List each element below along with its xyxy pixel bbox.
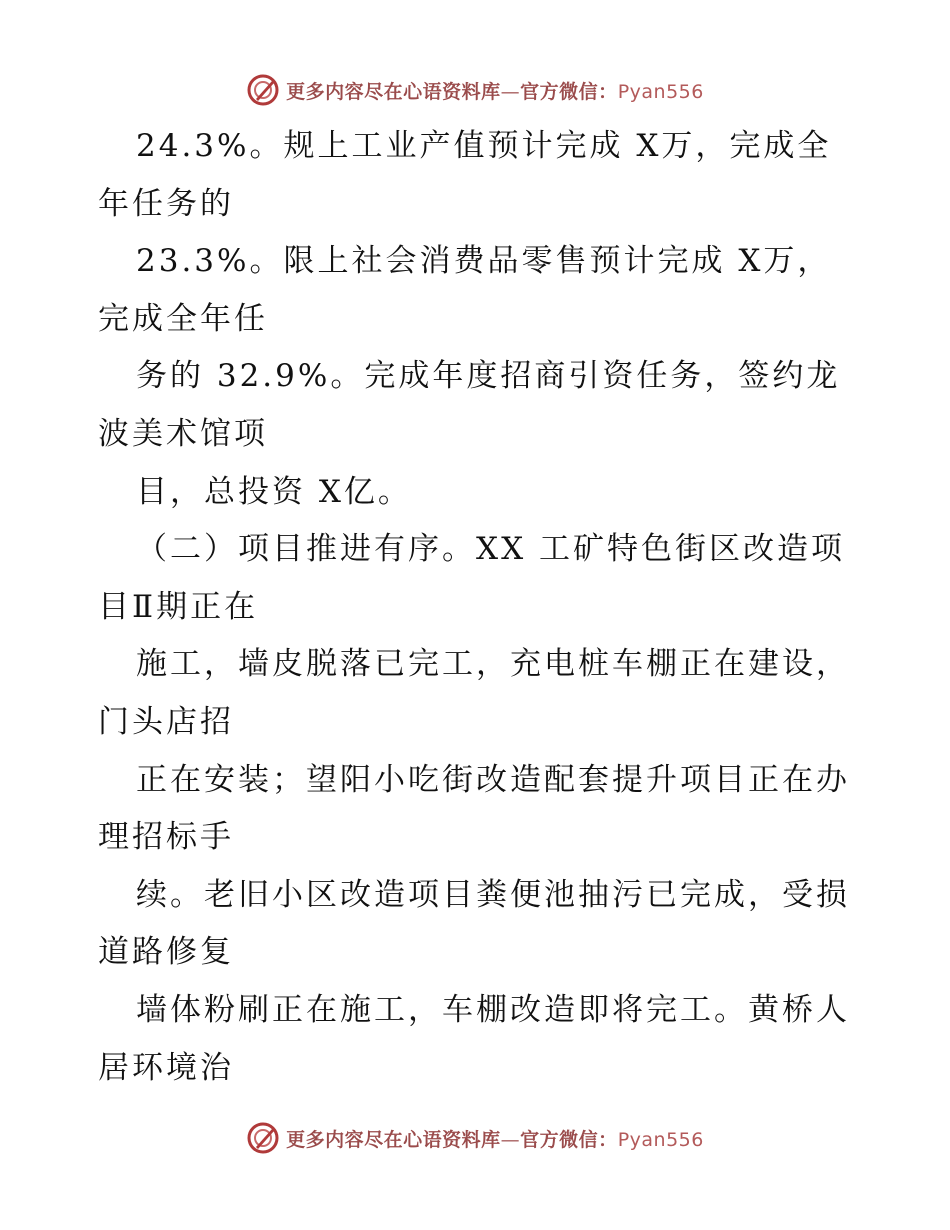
body-line: 23.3%。限上社会消费品零售预计完成 X万，: [136, 243, 832, 280]
body-line: 墙体粉刷正在施工，车棚改造即将完工。黄桥人: [136, 991, 850, 1028]
header-watermark-banner: [0, 70, 950, 110]
body-line: 道路修复: [98, 934, 234, 971]
footer-banner-account: Pyan556: [617, 1128, 704, 1151]
body-line: 波美术馆项: [98, 415, 268, 452]
body-line: 门头店招: [98, 703, 234, 740]
header-banner-account: Pyan556: [617, 80, 704, 103]
body-line: 续。老旧小区改造项目粪便池抽污已完成，受损: [136, 876, 850, 913]
header-banner-separator: —: [500, 80, 521, 103]
body-line: 完成全年任: [98, 300, 268, 337]
body-line: 年任务的: [98, 185, 234, 222]
body-line: （二）项目推进有序。XX 工矿特色街区改造项: [136, 531, 845, 568]
body-line: 目Ⅱ期正在: [98, 588, 259, 625]
pen-logo-icon: [246, 1121, 280, 1155]
footer-banner-text: [286, 1125, 704, 1152]
body-line: 正在安装；望阳小吃街改造配套提升项目正在办: [136, 761, 850, 798]
body-line: 施工，墙皮脱落已完工，充电桩车棚正在建设，: [136, 646, 850, 683]
header-banner-text: [286, 77, 704, 104]
footer-banner-label: 官方微信：: [520, 1128, 618, 1151]
document-body: [98, 118, 858, 1097]
footer-watermark-banner: [0, 1118, 950, 1158]
body-line: 居环境治: [98, 1049, 234, 1086]
pen-logo-icon: [246, 73, 280, 107]
body-line: 24.3%。规上工业产值预计完成 X万，完成全: [136, 128, 832, 164]
header-banner-label: 官方微信：: [520, 80, 618, 103]
header-banner-title: 更多内容尽在心语资料库: [286, 80, 501, 103]
body-line: 务的 32.9%。完成年度招商引资任务，签约龙: [136, 358, 841, 395]
body-line: 目，总投资 X亿。: [136, 473, 412, 510]
footer-banner-title: 更多内容尽在心语资料库: [286, 1128, 501, 1151]
footer-banner-separator: —: [500, 1128, 521, 1151]
body-line: 理招标手: [98, 819, 234, 856]
